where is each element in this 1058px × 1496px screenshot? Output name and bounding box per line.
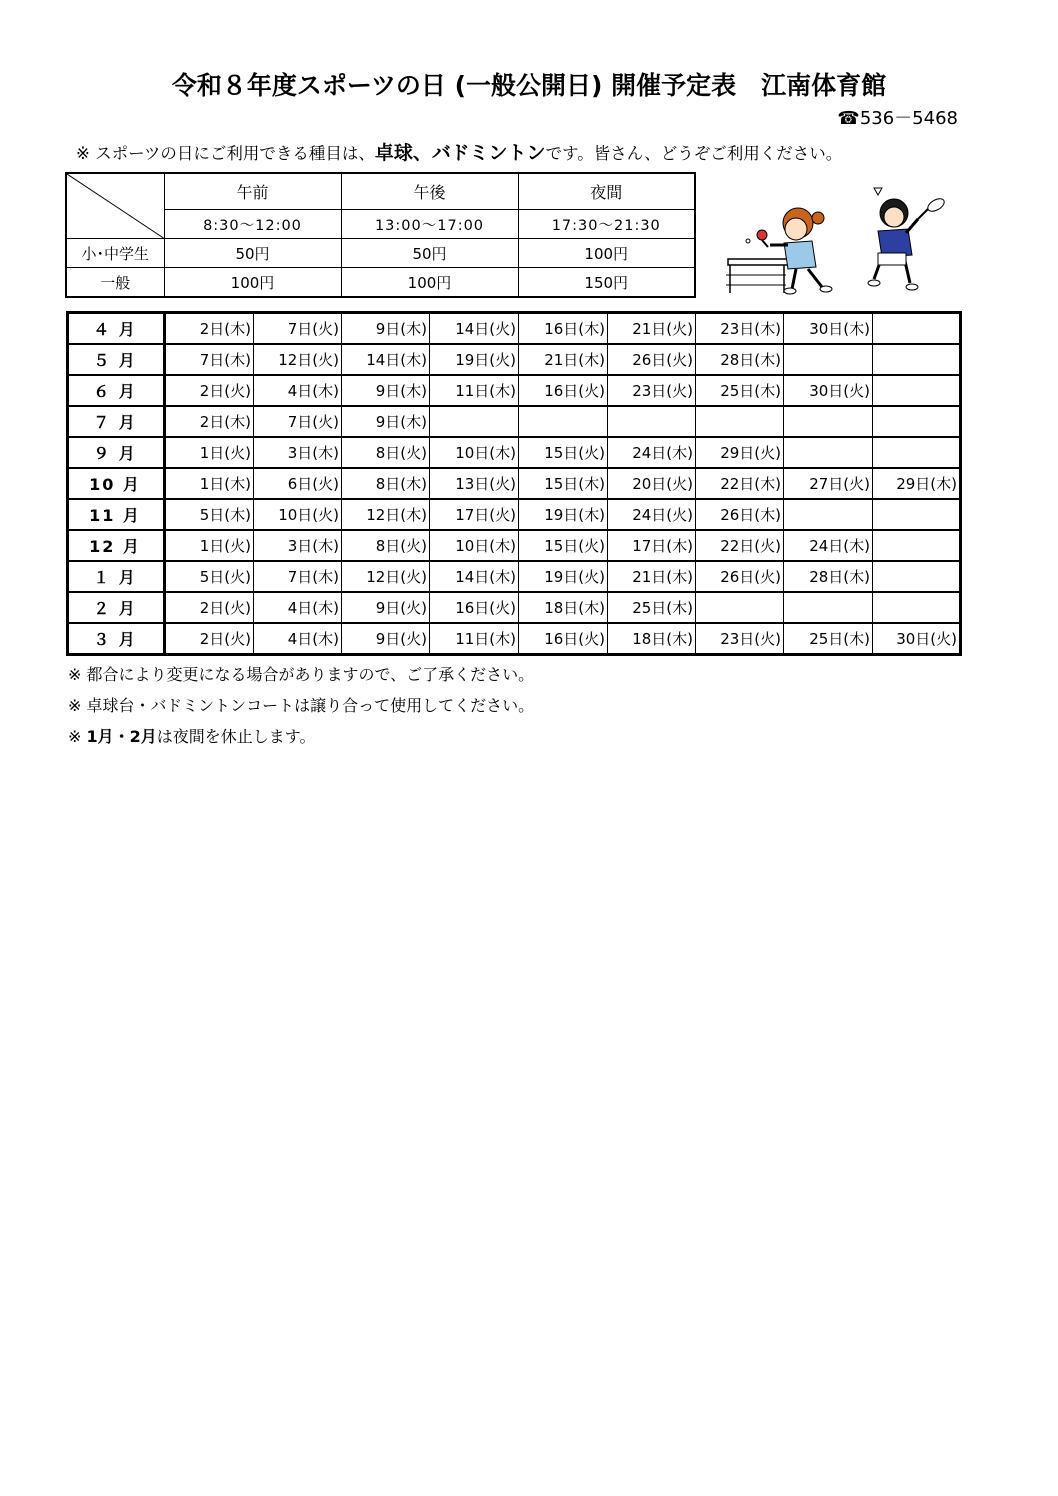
schedule-date: 2日(火) — [165, 592, 254, 623]
schedule-date: 24日(火) — [608, 499, 696, 530]
fee-cell: 100円 — [164, 268, 341, 298]
schedule-date: 8日(火) — [342, 437, 430, 468]
schedule-date: 25日(木) — [696, 375, 784, 406]
schedule-date: 4日(木) — [254, 592, 342, 623]
sports-illustration — [726, 183, 958, 298]
schedule-date — [873, 375, 961, 406]
schedule-row — [68, 406, 961, 437]
schedule-date: 8日(火) — [342, 530, 430, 561]
schedule-date: 10日(火) — [254, 499, 342, 530]
schedule-date: 16日(火) — [519, 623, 608, 655]
schedule-month: ５ 月 — [68, 344, 165, 375]
schedule-row — [68, 375, 961, 406]
schedule-date: 19日(火) — [519, 561, 608, 592]
note-3-prefix: ※ — [68, 727, 87, 746]
schedule-date: 29日(火) — [696, 437, 784, 468]
schedule-month: ６ 月 — [68, 375, 165, 406]
schedule-date: 13日(火) — [430, 468, 519, 499]
schedule-date: 12日(木) — [342, 499, 430, 530]
page-title: 令和８年度スポーツの日 (一般公開日) 開催予定表 江南体育館 — [171, 71, 887, 100]
schedule-date: 25日(木) — [608, 592, 696, 623]
schedule-date: 16日(木) — [519, 313, 608, 345]
intro-prefix: ※ スポーツの日にご利用できる種目は、 — [76, 144, 375, 163]
schedule-date — [696, 406, 784, 437]
schedule-row — [68, 623, 961, 655]
fee-cell: 100円 — [341, 268, 518, 298]
telephone-icon: ☎ — [837, 108, 860, 129]
fee-row-label: 一般 — [66, 268, 164, 298]
schedule-date: 26日(火) — [696, 561, 784, 592]
schedule-date: 7日(火) — [254, 313, 342, 345]
schedule-date: 5日(木) — [165, 499, 254, 530]
schedule-date: 1日(木) — [165, 468, 254, 499]
schedule-date: 10日(木) — [430, 530, 519, 561]
schedule-row — [68, 499, 961, 530]
schedule-month: １ 月 — [68, 561, 165, 592]
fee-row-label: 小･中学生 — [66, 239, 164, 268]
schedule-date: 24日(木) — [784, 530, 873, 561]
schedule-date: 8日(木) — [342, 468, 430, 499]
schedule-date: 18日(木) — [519, 592, 608, 623]
schedule-date: 16日(火) — [519, 375, 608, 406]
note-3 — [68, 724, 534, 755]
schedule-month: ３ 月 — [68, 623, 165, 655]
schedule-date: 15日(火) — [519, 437, 608, 468]
schedule-date: 17日(火) — [430, 499, 519, 530]
period-night: 夜間 — [518, 173, 695, 210]
fee-cell: 150円 — [518, 268, 695, 298]
schedule-date: 23日(火) — [608, 375, 696, 406]
schedule-date: 15日(木) — [519, 468, 608, 499]
fee-cell: 50円 — [341, 239, 518, 268]
schedule-row — [68, 530, 961, 561]
intro-suffix: です。皆さん、どうぞご利用ください。 — [545, 144, 843, 163]
schedule-date: 6日(火) — [254, 468, 342, 499]
intro-sports: 卓球、バドミントン — [374, 142, 546, 164]
schedule-row — [68, 592, 961, 623]
schedule-date: 12日(火) — [254, 344, 342, 375]
schedule-date — [873, 437, 961, 468]
schedule-month: 12 月 — [68, 530, 165, 561]
period-morning: 午前 — [164, 173, 341, 210]
intro-text — [76, 138, 842, 165]
schedule-date: 28日(木) — [784, 561, 873, 592]
fee-table — [65, 172, 696, 298]
schedule-date: 29日(木) — [873, 468, 961, 499]
schedule-date — [784, 592, 873, 623]
schedule-row — [68, 561, 961, 592]
schedule-date: 27日(火) — [784, 468, 873, 499]
notes — [68, 662, 534, 755]
period-afternoon: 午後 — [341, 173, 518, 210]
schedule-date: 3日(木) — [254, 530, 342, 561]
schedule-date — [784, 499, 873, 530]
schedule-date: 22日(火) — [696, 530, 784, 561]
schedule-table — [66, 311, 962, 656]
schedule-date — [873, 344, 961, 375]
schedule-date: 28日(木) — [696, 344, 784, 375]
fee-cell: 100円 — [518, 239, 695, 268]
schedule-date: 12日(火) — [342, 561, 430, 592]
schedule-date — [873, 592, 961, 623]
schedule-date: 5日(火) — [165, 561, 254, 592]
schedule-date: 1日(火) — [165, 437, 254, 468]
schedule-date: 11日(木) — [430, 623, 519, 655]
schedule-month: ４ 月 — [68, 313, 165, 345]
schedule-date: 14日(木) — [430, 561, 519, 592]
schedule-row — [68, 313, 961, 345]
schedule-date: 25日(木) — [784, 623, 873, 655]
schedule-row — [68, 437, 961, 468]
schedule-date: 19日(木) — [519, 499, 608, 530]
schedule-date: 30日(木) — [784, 313, 873, 345]
phone-number — [837, 104, 958, 130]
schedule-date: 23日(火) — [696, 623, 784, 655]
time-night: 17:30～21:30 — [518, 210, 695, 239]
schedule-date: 14日(火) — [430, 313, 519, 345]
schedule-date: 14日(木) — [342, 344, 430, 375]
schedule-date: 9日(木) — [342, 375, 430, 406]
schedule-date: 30日(火) — [873, 623, 961, 655]
schedule-date: 2日(火) — [165, 375, 254, 406]
note-2: ※ 卓球台・バドミントンコートは譲り合って使用してください。 — [68, 696, 535, 715]
schedule-row — [68, 344, 961, 375]
schedule-date — [696, 592, 784, 623]
schedule-date: 24日(木) — [608, 437, 696, 468]
badminton-player-illustration — [868, 188, 946, 290]
schedule-row — [68, 468, 961, 499]
schedule-date: 7日(木) — [254, 561, 342, 592]
schedule-date: 21日(木) — [608, 561, 696, 592]
schedule-date: 7日(木) — [165, 344, 254, 375]
time-afternoon: 13:00～17:00 — [341, 210, 518, 239]
schedule-date — [873, 406, 961, 437]
schedule-date: 9日(木) — [342, 313, 430, 345]
schedule-date: 9日(火) — [342, 592, 430, 623]
fee-table-corner — [66, 173, 164, 239]
note-1: ※ 都合により変更になる場合がありますので、ご了承ください。 — [68, 665, 535, 684]
schedule-date: 1日(火) — [165, 530, 254, 561]
note-3-suffix: は夜間を休止します。 — [156, 727, 316, 746]
schedule-date: 17日(木) — [608, 530, 696, 561]
schedule-month: ２ 月 — [68, 592, 165, 623]
schedule-date: 11日(木) — [430, 375, 519, 406]
schedule-date: 10日(木) — [430, 437, 519, 468]
schedule-date — [873, 499, 961, 530]
schedule-date: 2日(木) — [165, 406, 254, 437]
schedule-month: 10 月 — [68, 468, 165, 499]
schedule-date: 2日(木) — [165, 313, 254, 345]
schedule-date: 26日(火) — [608, 344, 696, 375]
schedule-date — [873, 530, 961, 561]
schedule-date: 18日(木) — [608, 623, 696, 655]
schedule-date: 9日(火) — [342, 623, 430, 655]
schedule-month: ７ 月 — [68, 406, 165, 437]
schedule-date — [519, 406, 608, 437]
schedule-date — [608, 406, 696, 437]
schedule-date: 20日(火) — [608, 468, 696, 499]
schedule-date: 15日(火) — [519, 530, 608, 561]
schedule-date: 4日(木) — [254, 375, 342, 406]
time-morning: 8:30～12:00 — [164, 210, 341, 239]
table-tennis-player-illustration — [726, 208, 832, 294]
schedule-date: 19日(火) — [430, 344, 519, 375]
schedule-date — [430, 406, 519, 437]
schedule-date: 4日(木) — [254, 623, 342, 655]
schedule-date — [784, 344, 873, 375]
schedule-date: 9日(木) — [342, 406, 430, 437]
schedule-month: ９ 月 — [68, 437, 165, 468]
schedule-date: 7日(火) — [254, 406, 342, 437]
schedule-date — [784, 437, 873, 468]
schedule-date: 21日(火) — [608, 313, 696, 345]
schedule-date: 22日(木) — [696, 468, 784, 499]
schedule-date: 30日(火) — [784, 375, 873, 406]
fee-cell: 50円 — [164, 239, 341, 268]
schedule-date — [873, 561, 961, 592]
schedule-month: 11 月 — [68, 499, 165, 530]
phone-text: 536－5468 — [859, 108, 958, 129]
schedule-date: 21日(木) — [519, 344, 608, 375]
schedule-date — [784, 406, 873, 437]
schedule-date: 16日(火) — [430, 592, 519, 623]
note-3-months: 1月・2月 — [86, 727, 157, 746]
schedule-date: 26日(木) — [696, 499, 784, 530]
schedule-date — [873, 313, 961, 345]
schedule-date: 2日(火) — [165, 623, 254, 655]
schedule-date: 3日(木) — [254, 437, 342, 468]
schedule-date: 23日(木) — [696, 313, 784, 345]
